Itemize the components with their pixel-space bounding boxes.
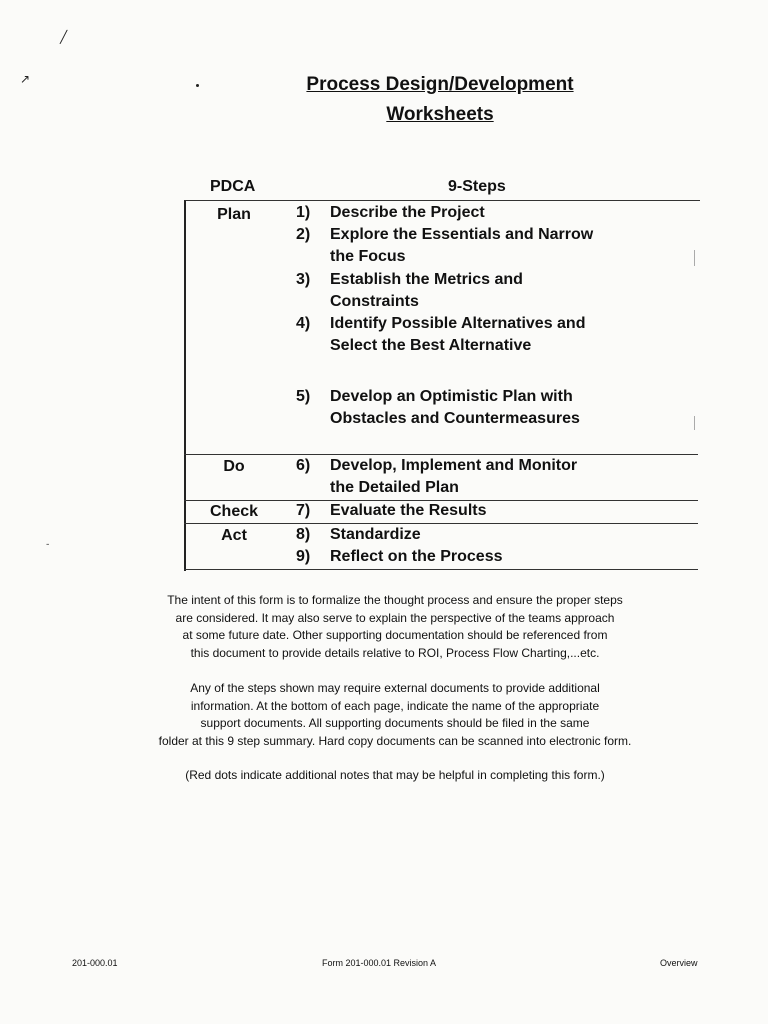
scan-mark	[694, 250, 695, 266]
step-text: Reflect on the Process	[330, 548, 503, 565]
step-text: Explore the Essentials and Narrow the Focus	[330, 226, 594, 265]
footer-revision: Form 201-000.01 Revision A	[322, 958, 437, 968]
step-text: Develop an Optimistic Plan with Obstacles and Countermeasures	[330, 388, 580, 427]
footer-form-number: 201-000.01	[72, 958, 118, 968]
pdca-column-header: PDCA	[210, 178, 256, 195]
intent-paragraph: The intent of this form is to formalize the thought process and ensure the proper steps are considered. It may also serve to explain the perspective of the teams approach at some future date. Other supporting documentation should be referenced from this document to provide details relative to ROI, Process Flow Charting,...etc.	[167, 593, 623, 660]
step-number: 2)	[296, 226, 311, 243]
step-text: Standardize	[330, 526, 421, 543]
step-text: Identify Possible Alternatives and Select the Best Alternative	[330, 315, 586, 354]
step-number: 1)	[296, 204, 311, 221]
phase-check: Check	[209, 503, 259, 520]
scan-mark: ↗	[20, 72, 31, 86]
step-number: 5)	[296, 388, 311, 405]
step-number: 7)	[296, 502, 311, 519]
step-text: Establish the Metrics and Constraints	[330, 271, 523, 310]
phase-plan: Plan	[217, 206, 251, 223]
step-number: 4)	[296, 315, 311, 332]
step-text: Develop, Implement and Monitor the Detailed Plan	[330, 457, 578, 496]
page-subtitle: Worksheets	[386, 104, 494, 125]
steps-paragraph: Any of the steps shown may require external documents to provide additional information. At the bottom of each page, indicate the name of the appropriate support documents. All supporting documents should be filed in the same folder at this 9 step summary. Hard copy documents can be scanned into electronic form.	[158, 681, 632, 748]
step-text: Evaluate the Results	[330, 502, 487, 519]
scan-mark	[694, 416, 695, 430]
phase-act: Act	[221, 527, 247, 544]
page-title: Process Design/Development	[306, 74, 574, 95]
step-number: 9)	[296, 548, 311, 565]
steps-column-header: 9-Steps	[448, 178, 506, 195]
step-text: Describe the Project	[330, 204, 485, 221]
footer-section: Overview	[660, 958, 698, 968]
step-number: 6)	[296, 457, 311, 474]
phase-do: Do	[223, 458, 245, 475]
scan-mark: ╶	[44, 540, 49, 549]
step-number: 3)	[296, 271, 311, 288]
row-divider	[184, 569, 698, 570]
scan-mark: ╱	[60, 30, 68, 44]
step-number: 8)	[296, 526, 311, 543]
red-dots-note: (Red dots indicate additional notes that may be helpful in completing this form.)	[185, 768, 605, 782]
